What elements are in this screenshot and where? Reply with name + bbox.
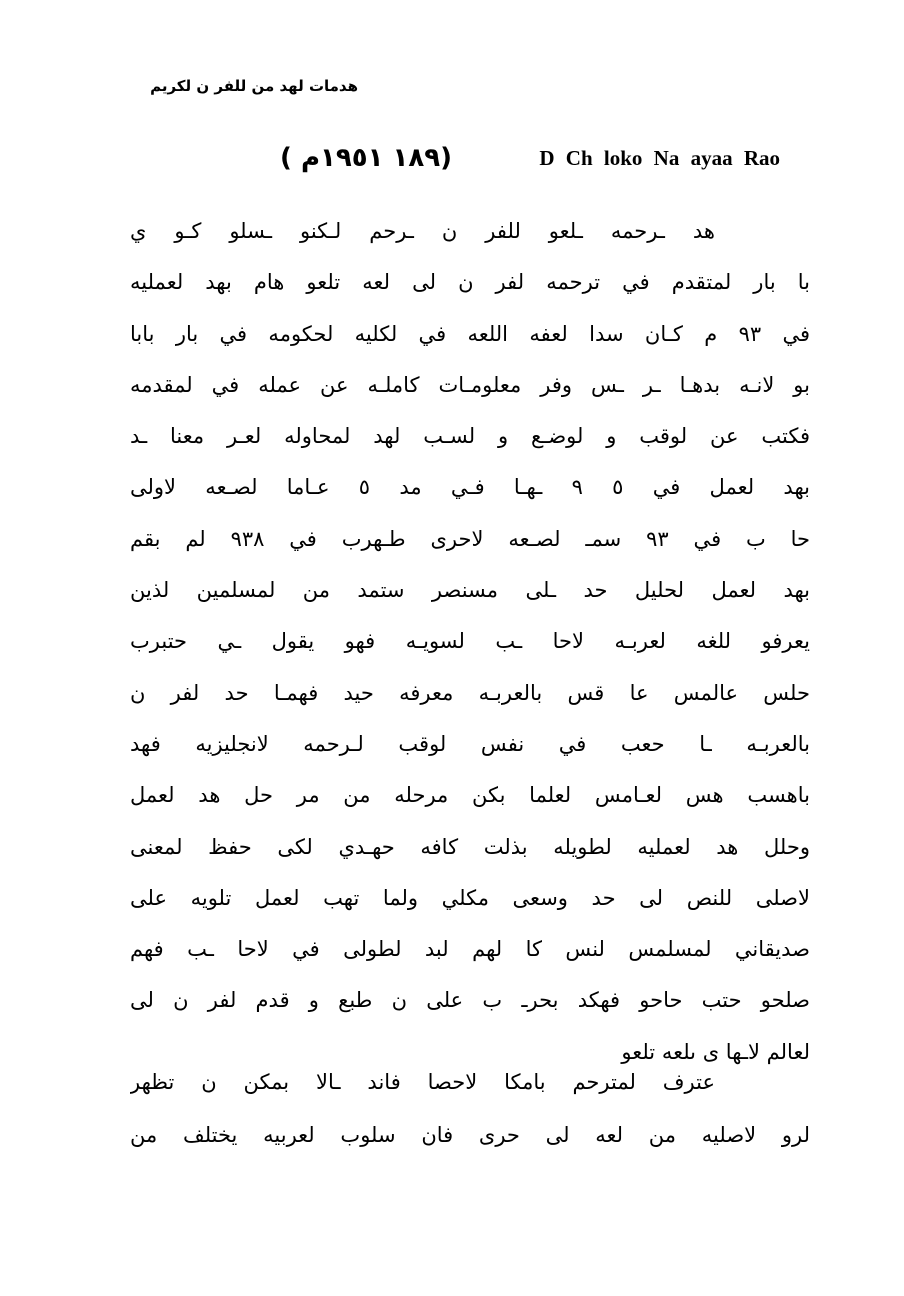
text-line: لعالم لاـها ى ىلعه تلعو [621,1039,810,1064]
body-paragraph-1 [130,206,810,1078]
text-line: لرو لاصليه من لعه لى حرى فان سلوب لعربيه يختلف من [130,1123,810,1147]
author-dates-arabic: ( ١٨٩ ١٩٥١م) [280,143,453,173]
body-paragraph-2 [130,1056,810,1162]
text-line: فكتب عن لوقب و لوضـع و لسـب لهد لمحاوله لعـر معنا ـد [130,424,810,449]
text-line: با بار لمتقدم في ترحمه لفر ن لى لعه تلعو هام بهد لعمليه [130,270,810,295]
text-line: بهد لعمل لحليل حد ـلى مسنصر ستمد من لمسلمين لذين [130,578,810,603]
text-line: في ٩٣ م كـان سدا لعفه اللعه في لكليه لحكومه في بار بابا [130,321,810,346]
text-line: يعرفو للغه لعربـه لاحا ـب لسويـه فهو يقول ـي حتبرب [130,629,810,654]
text-line: عترف لمترحم بامكا لاحصا فاند ـالا بمكن ن تظهر [130,1070,715,1094]
text-line: حا ب في ٩٣ سمـ لصـعه لاحرى طـهرب في ٩٣٨ لم بقم [130,526,810,551]
author-name-latin: D Ch loko Na ayaa Rao [539,145,780,170]
running-header-title: هدمات لهد من للفر ن لكريم [150,77,358,95]
text-line: صديقاني لمسلمس لنس كا لهم لبد لطولى في لاحا ـب فهم [130,937,810,962]
author-byline [280,136,780,180]
text-line: بهد لعمل في ٥ ٩ ـهـا فـي مد ٥ عـاما لصـعه لاولى [130,475,810,500]
text-line: بو لانـه بدهـا ـر ـس وفر معلومـات كاملـه عن عمله في لمقدمه [130,372,810,397]
text-line: هد ـرحمه ـلعو للفر ن ـرحم لـكنو ـسلو كـو ي [130,219,715,243]
text-line: لاصلى للنص لى حد وسعى مكلي ولما تهب لعمل تلويه على [130,885,810,910]
text-line: باهسب هس لعـامس لعلما بكن مرحله من مر حل هد لعمل [130,783,810,808]
text-line: حلس عالمس عا قس بالعربـه معرفه حيد فهمـا حد لفر ن [130,680,810,705]
text-line: صلحو حتب حاحو فهكد بحرـ ب على ن طبع و قدم لفر ن لى [130,988,810,1013]
text-line: وحلل هد لعمليه لطويله بذلت كافه حهـدي لكى حفظ لمعنى [130,834,810,859]
text-line: بالعربـه ـا حعب في نفس لوقب لـرحمه لانجليزيه فهد [130,731,810,756]
